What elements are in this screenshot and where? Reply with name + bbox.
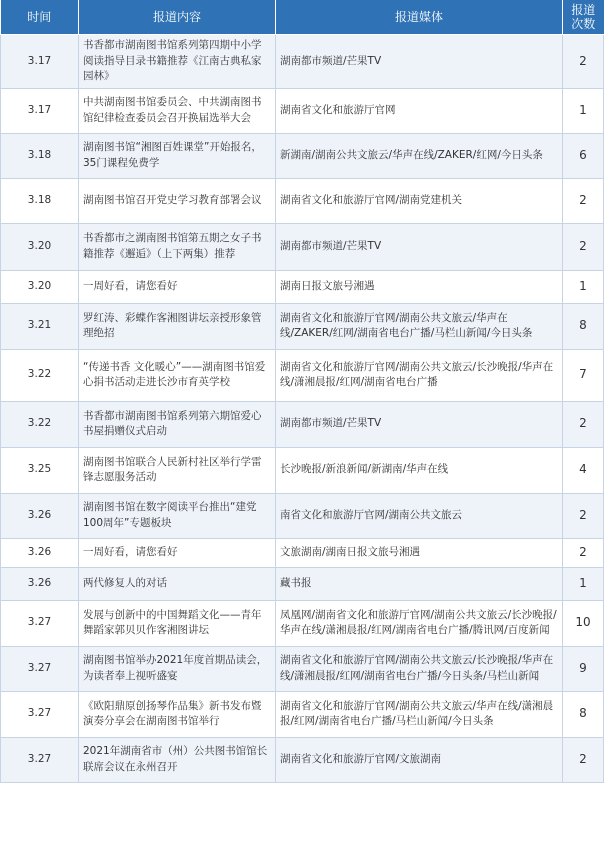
header-content: 报道内容 [79,0,276,35]
cell-date: 3.26 [1,538,79,567]
header-count-line2: 次数 [571,17,596,31]
cell-content: 湖南图书馆联合人民新村社区举行学雷锋志愿服务活动 [79,447,276,493]
cell-count: 2 [563,223,604,270]
table-row [1,178,604,223]
cell-date: 3.18 [1,133,79,178]
cell-content: 罗红涛、彩蝶作客湘图讲坛亲授形象管理绝招 [79,303,276,349]
cell-media: 凤凰网/湖南省文化和旅游厅官网/湖南公共文旅云/长沙晚报/华声在线/潇湘晨报/红网/湖南省电台广播/腾讯网/百度新闻 [276,600,563,646]
table-row [1,35,604,89]
cell-count: 2 [563,737,604,782]
cell-content: 中共湖南图书馆委员会、中共湖南图书馆纪律检查委员会召开换届选举大会 [79,88,276,133]
cell-count: 7 [563,349,604,401]
cell-date: 3.26 [1,567,79,600]
cell-count: 9 [563,646,604,691]
cell-media: 长沙晚报/新浪新闻/新湖南/华声在线 [276,447,563,493]
cell-count: 2 [563,538,604,567]
header-count-line1: 报道 [571,3,596,17]
table-body [1,35,604,783]
table-row [1,538,604,567]
table-row [1,133,604,178]
header-row [1,0,604,35]
cell-content: 湖南图书馆在数字阅读平台推出“建党100周年”专题板块 [79,493,276,538]
cell-date: 3.17 [1,88,79,133]
cell-content: 发展与创新中的中国舞蹈文化——青年舞蹈家郭贝贝作客湘图讲坛 [79,600,276,646]
table-row [1,737,604,782]
cell-media: 湖南都市频道/芒果TV [276,35,563,89]
cell-media: 湖南省文化和旅游厅官网 [276,88,563,133]
cell-media: 湖南日报文旅号湘遇 [276,270,563,303]
cell-date: 3.21 [1,303,79,349]
cell-count: 8 [563,691,604,737]
cell-content: “传递书香 文化暖心”——湖南图书馆爱心捐书活动走进长沙市育英学校 [79,349,276,401]
cell-date: 3.22 [1,349,79,401]
cell-content: 书香都市湖南图书馆系列第四期中小学阅读指导目录书籍推荐《江南古典私家园林》 [79,35,276,89]
header-media: 报道媒体 [276,0,563,35]
cell-count: 1 [563,270,604,303]
cell-count: 2 [563,401,604,447]
cell-date: 3.18 [1,178,79,223]
cell-media: 南省文化和旅游厅官网/湖南公共文旅云 [276,493,563,538]
cell-content: 2021年湖南省市（州）公共图书馆馆长联席会议在永州召开 [79,737,276,782]
cell-count: 2 [563,493,604,538]
table-row [1,349,604,401]
cell-content: 湖南图书馆举办2021年度首期品读会，为读者奉上视听盛宴 [79,646,276,691]
cell-date: 3.25 [1,447,79,493]
header-count [563,0,604,35]
cell-count: 2 [563,35,604,89]
cell-media: 湖南省文化和旅游厅官网/湖南党建机关 [276,178,563,223]
cell-date: 3.27 [1,737,79,782]
table-row [1,401,604,447]
cell-count: 1 [563,567,604,600]
table-row [1,270,604,303]
cell-count: 8 [563,303,604,349]
cell-content: 一周好看，请您看好 [79,538,276,567]
cell-media: 新湖南/湖南公共文旅云/华声在线/ZAKER/红网/今日头条 [276,133,563,178]
cell-date: 3.27 [1,600,79,646]
table-row [1,567,604,600]
cell-date: 3.20 [1,223,79,270]
table-row [1,88,604,133]
cell-media: 文旅湖南/湖南日报文旅号湘遇 [276,538,563,567]
cell-count: 6 [563,133,604,178]
cell-date: 3.20 [1,270,79,303]
cell-media: 湖南省文化和旅游厅官网/湖南公共文旅云/华声在线/ZAKER/红网/湖南省电台广播/马栏山新闻/今日头条 [276,303,563,349]
table-row [1,223,604,270]
table-row [1,447,604,493]
cell-date: 3.27 [1,646,79,691]
cell-media: 湖南省文化和旅游厅官网/湖南公共文旅云/长沙晚报/华声在线/潇湘晨报/红网/湖南省电台广播/今日头条/马栏山新闻 [276,646,563,691]
cell-date: 3.22 [1,401,79,447]
cell-date: 3.26 [1,493,79,538]
table-row [1,303,604,349]
cell-count: 2 [563,178,604,223]
cell-content: 书香都市湖南图书馆系列第六期馆爱心书屋捐赠仪式启动 [79,401,276,447]
cell-count: 1 [563,88,604,133]
table-row [1,600,604,646]
cell-media: 湖南都市频道/芒果TV [276,401,563,447]
header-time: 时间 [1,0,79,35]
cell-media: 藏书报 [276,567,563,600]
cell-count: 10 [563,600,604,646]
table-row [1,691,604,737]
cell-media: 湖南省文化和旅游厅官网/湖南公共文旅云/长沙晚报/华声在线/潇湘晨报/红网/湖南省电台广播 [276,349,563,401]
cell-content: 《欧阳鼎原创扬琴作品集》新书发布暨演奏分享会在湖南图书馆举行 [79,691,276,737]
cell-content: 湖南图书馆召开党史学习教育部署会议 [79,178,276,223]
cell-media: 湖南省文化和旅游厅官网/湖南公共文旅云/华声在线/潇湘晨报/红网/湖南省电台广播/马栏山新闻/今日头条 [276,691,563,737]
cell-media: 湖南省文化和旅游厅官网/文旅湖南 [276,737,563,782]
cell-content: 两代修复人的对话 [79,567,276,600]
cell-count: 4 [563,447,604,493]
table-row [1,493,604,538]
cell-content: 书香都市之湖南图书馆第五期之女子书籍推荐《邂逅》（上下两集）推荐 [79,223,276,270]
table-row [1,646,604,691]
cell-content: 湖南图书馆“湘图百姓课堂”开始报名，35门课程免费学 [79,133,276,178]
cell-content: 一周好看，请您看好 [79,270,276,303]
cell-date: 3.27 [1,691,79,737]
cell-date: 3.17 [1,35,79,89]
cell-media: 湖南都市频道/芒果TV [276,223,563,270]
